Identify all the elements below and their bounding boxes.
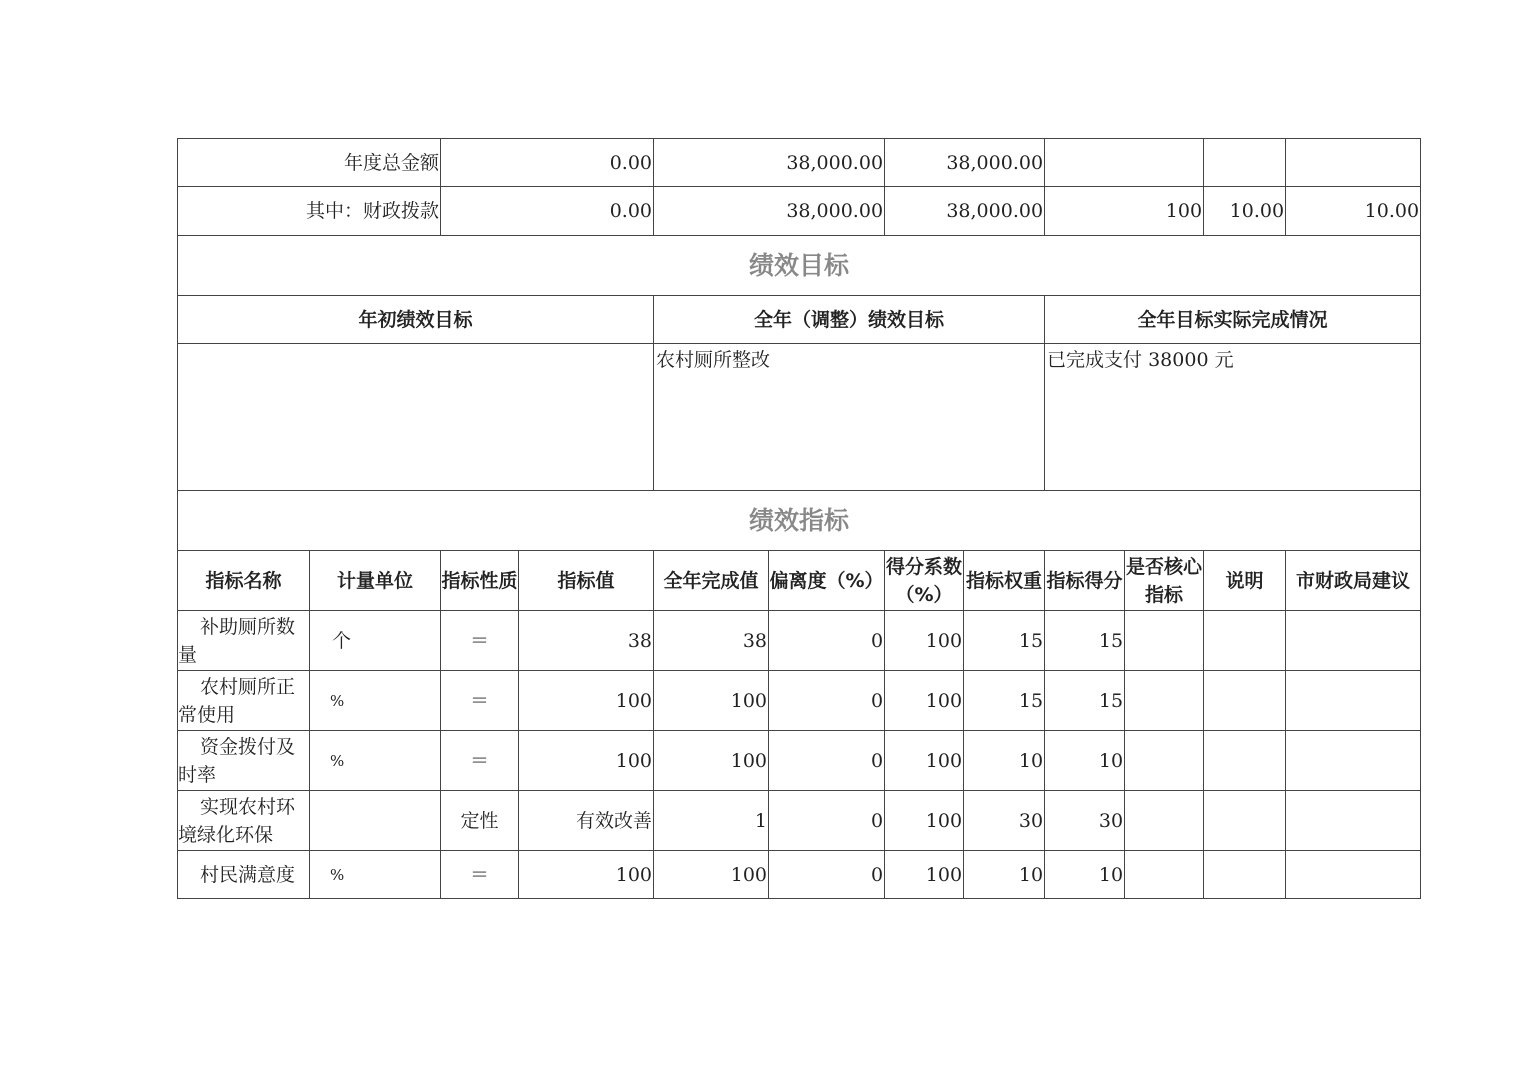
budget-row-fiscal (178, 187, 1421, 236)
table-row (178, 611, 1421, 671)
budget-rate: 100 (1045, 187, 1204, 236)
goal-adjusted-text: 农村厕所整改 (654, 344, 1045, 491)
indicator-name: 实现农村环境绿化环保 (178, 791, 310, 851)
indicator-deviation: 0 (769, 611, 885, 671)
indicator-coefficient: 100 (885, 851, 964, 899)
goals-header-row (178, 296, 1421, 344)
indicator-nature: ＝ (441, 671, 519, 731)
indicator-actual: 38 (654, 611, 769, 671)
indicator-unit: % (310, 671, 441, 731)
goal-initial-text (178, 344, 654, 491)
indicator-suggestion (1286, 791, 1421, 851)
indicator-unit: 个 (310, 611, 441, 671)
table-row (178, 671, 1421, 731)
goals-content-row (178, 344, 1421, 491)
indicator-note (1204, 731, 1286, 791)
indicator-target: 100 (519, 851, 654, 899)
header-nature: 指标性质 (441, 551, 519, 611)
goals-header-adjusted: 全年（调整）绩效目标 (654, 296, 1045, 344)
budget-adjusted: 38,000.00 (654, 139, 885, 187)
indicator-nature: ＝ (441, 731, 519, 791)
indicator-weight: 15 (964, 611, 1045, 671)
indicator-deviation: 0 (769, 791, 885, 851)
goals-section-title: 绩效目标 (178, 236, 1421, 296)
budget-score: 10.00 (1286, 187, 1421, 236)
indicator-coefficient: 100 (885, 791, 964, 851)
indicators-section-title: 绩效指标 (178, 491, 1421, 551)
indicator-weight: 30 (964, 791, 1045, 851)
indicator-nature: ＝ (441, 851, 519, 899)
indicator-target: 100 (519, 731, 654, 791)
indicators-section-row (178, 491, 1421, 551)
header-deviation: 偏离度（%） (769, 551, 885, 611)
header-indicator-name: 指标名称 (178, 551, 310, 611)
indicator-note (1204, 851, 1286, 899)
budget-executed: 38,000.00 (885, 187, 1045, 236)
indicator-target: 有效改善 (519, 791, 654, 851)
budget-score (1286, 139, 1421, 187)
indicator-target: 38 (519, 611, 654, 671)
indicator-score: 15 (1045, 671, 1125, 731)
indicators-header-row (178, 551, 1421, 611)
budget-initial: 0.00 (441, 187, 654, 236)
goals-section-row (178, 236, 1421, 296)
header-target-value: 指标值 (519, 551, 654, 611)
budget-weight (1204, 139, 1286, 187)
indicator-unit: % (310, 731, 441, 791)
budget-label: 年度总金额 (178, 139, 441, 187)
performance-report-sheet (177, 138, 1420, 899)
indicator-weight: 10 (964, 851, 1045, 899)
indicator-core (1125, 851, 1204, 899)
indicator-core (1125, 611, 1204, 671)
indicator-nature: 定性 (441, 791, 519, 851)
header-suggestion: 市财政局建议 (1286, 551, 1421, 611)
header-note: 说明 (1204, 551, 1286, 611)
indicator-actual: 100 (654, 851, 769, 899)
table-row (178, 731, 1421, 791)
indicator-core (1125, 671, 1204, 731)
indicator-note (1204, 671, 1286, 731)
goals-header-actual: 全年目标实际完成情况 (1045, 296, 1421, 344)
indicator-suggestion (1286, 851, 1421, 899)
budget-initial: 0.00 (441, 139, 654, 187)
header-score: 指标得分 (1045, 551, 1125, 611)
indicator-actual: 100 (654, 731, 769, 791)
budget-label: 其中：财政拨款 (178, 187, 441, 236)
budget-weight: 10.00 (1204, 187, 1286, 236)
indicator-unit: % (310, 851, 441, 899)
indicator-note (1204, 611, 1286, 671)
indicator-weight: 10 (964, 731, 1045, 791)
indicator-deviation: 0 (769, 671, 885, 731)
table-row (178, 791, 1421, 851)
indicator-unit (310, 791, 441, 851)
indicator-suggestion (1286, 731, 1421, 791)
indicator-coefficient: 100 (885, 671, 964, 731)
indicator-note (1204, 791, 1286, 851)
indicator-core (1125, 731, 1204, 791)
budget-adjusted: 38,000.00 (654, 187, 885, 236)
budget-row-total (178, 139, 1421, 187)
indicator-name: 资金拨付及时率 (178, 731, 310, 791)
indicator-core (1125, 791, 1204, 851)
header-coefficient: 得分系数（%） (885, 551, 964, 611)
budget-rate (1045, 139, 1204, 187)
indicator-target: 100 (519, 671, 654, 731)
indicator-suggestion (1286, 671, 1421, 731)
performance-table (177, 138, 1421, 899)
indicator-weight: 15 (964, 671, 1045, 731)
indicator-deviation: 0 (769, 851, 885, 899)
indicator-score: 10 (1045, 851, 1125, 899)
indicator-suggestion (1286, 611, 1421, 671)
indicator-score: 30 (1045, 791, 1125, 851)
header-core-indicator: 是否核心指标 (1125, 551, 1204, 611)
indicator-actual: 100 (654, 671, 769, 731)
indicator-score: 10 (1045, 731, 1125, 791)
indicator-actual: 1 (654, 791, 769, 851)
indicator-name: 村民满意度 (178, 851, 310, 899)
header-actual-value: 全年完成值 (654, 551, 769, 611)
indicator-name: 农村厕所正常使用 (178, 671, 310, 731)
budget-executed: 38,000.00 (885, 139, 1045, 187)
indicator-deviation: 0 (769, 731, 885, 791)
indicator-coefficient: 100 (885, 731, 964, 791)
goals-header-initial: 年初绩效目标 (178, 296, 654, 344)
header-weight: 指标权重 (964, 551, 1045, 611)
header-unit: 计量单位 (310, 551, 441, 611)
goal-actual-text: 已完成支付 38000 元 (1045, 344, 1421, 491)
indicator-score: 15 (1045, 611, 1125, 671)
indicator-nature: ＝ (441, 611, 519, 671)
table-row (178, 851, 1421, 899)
indicator-name: 补助厕所数量 (178, 611, 310, 671)
indicator-coefficient: 100 (885, 611, 964, 671)
